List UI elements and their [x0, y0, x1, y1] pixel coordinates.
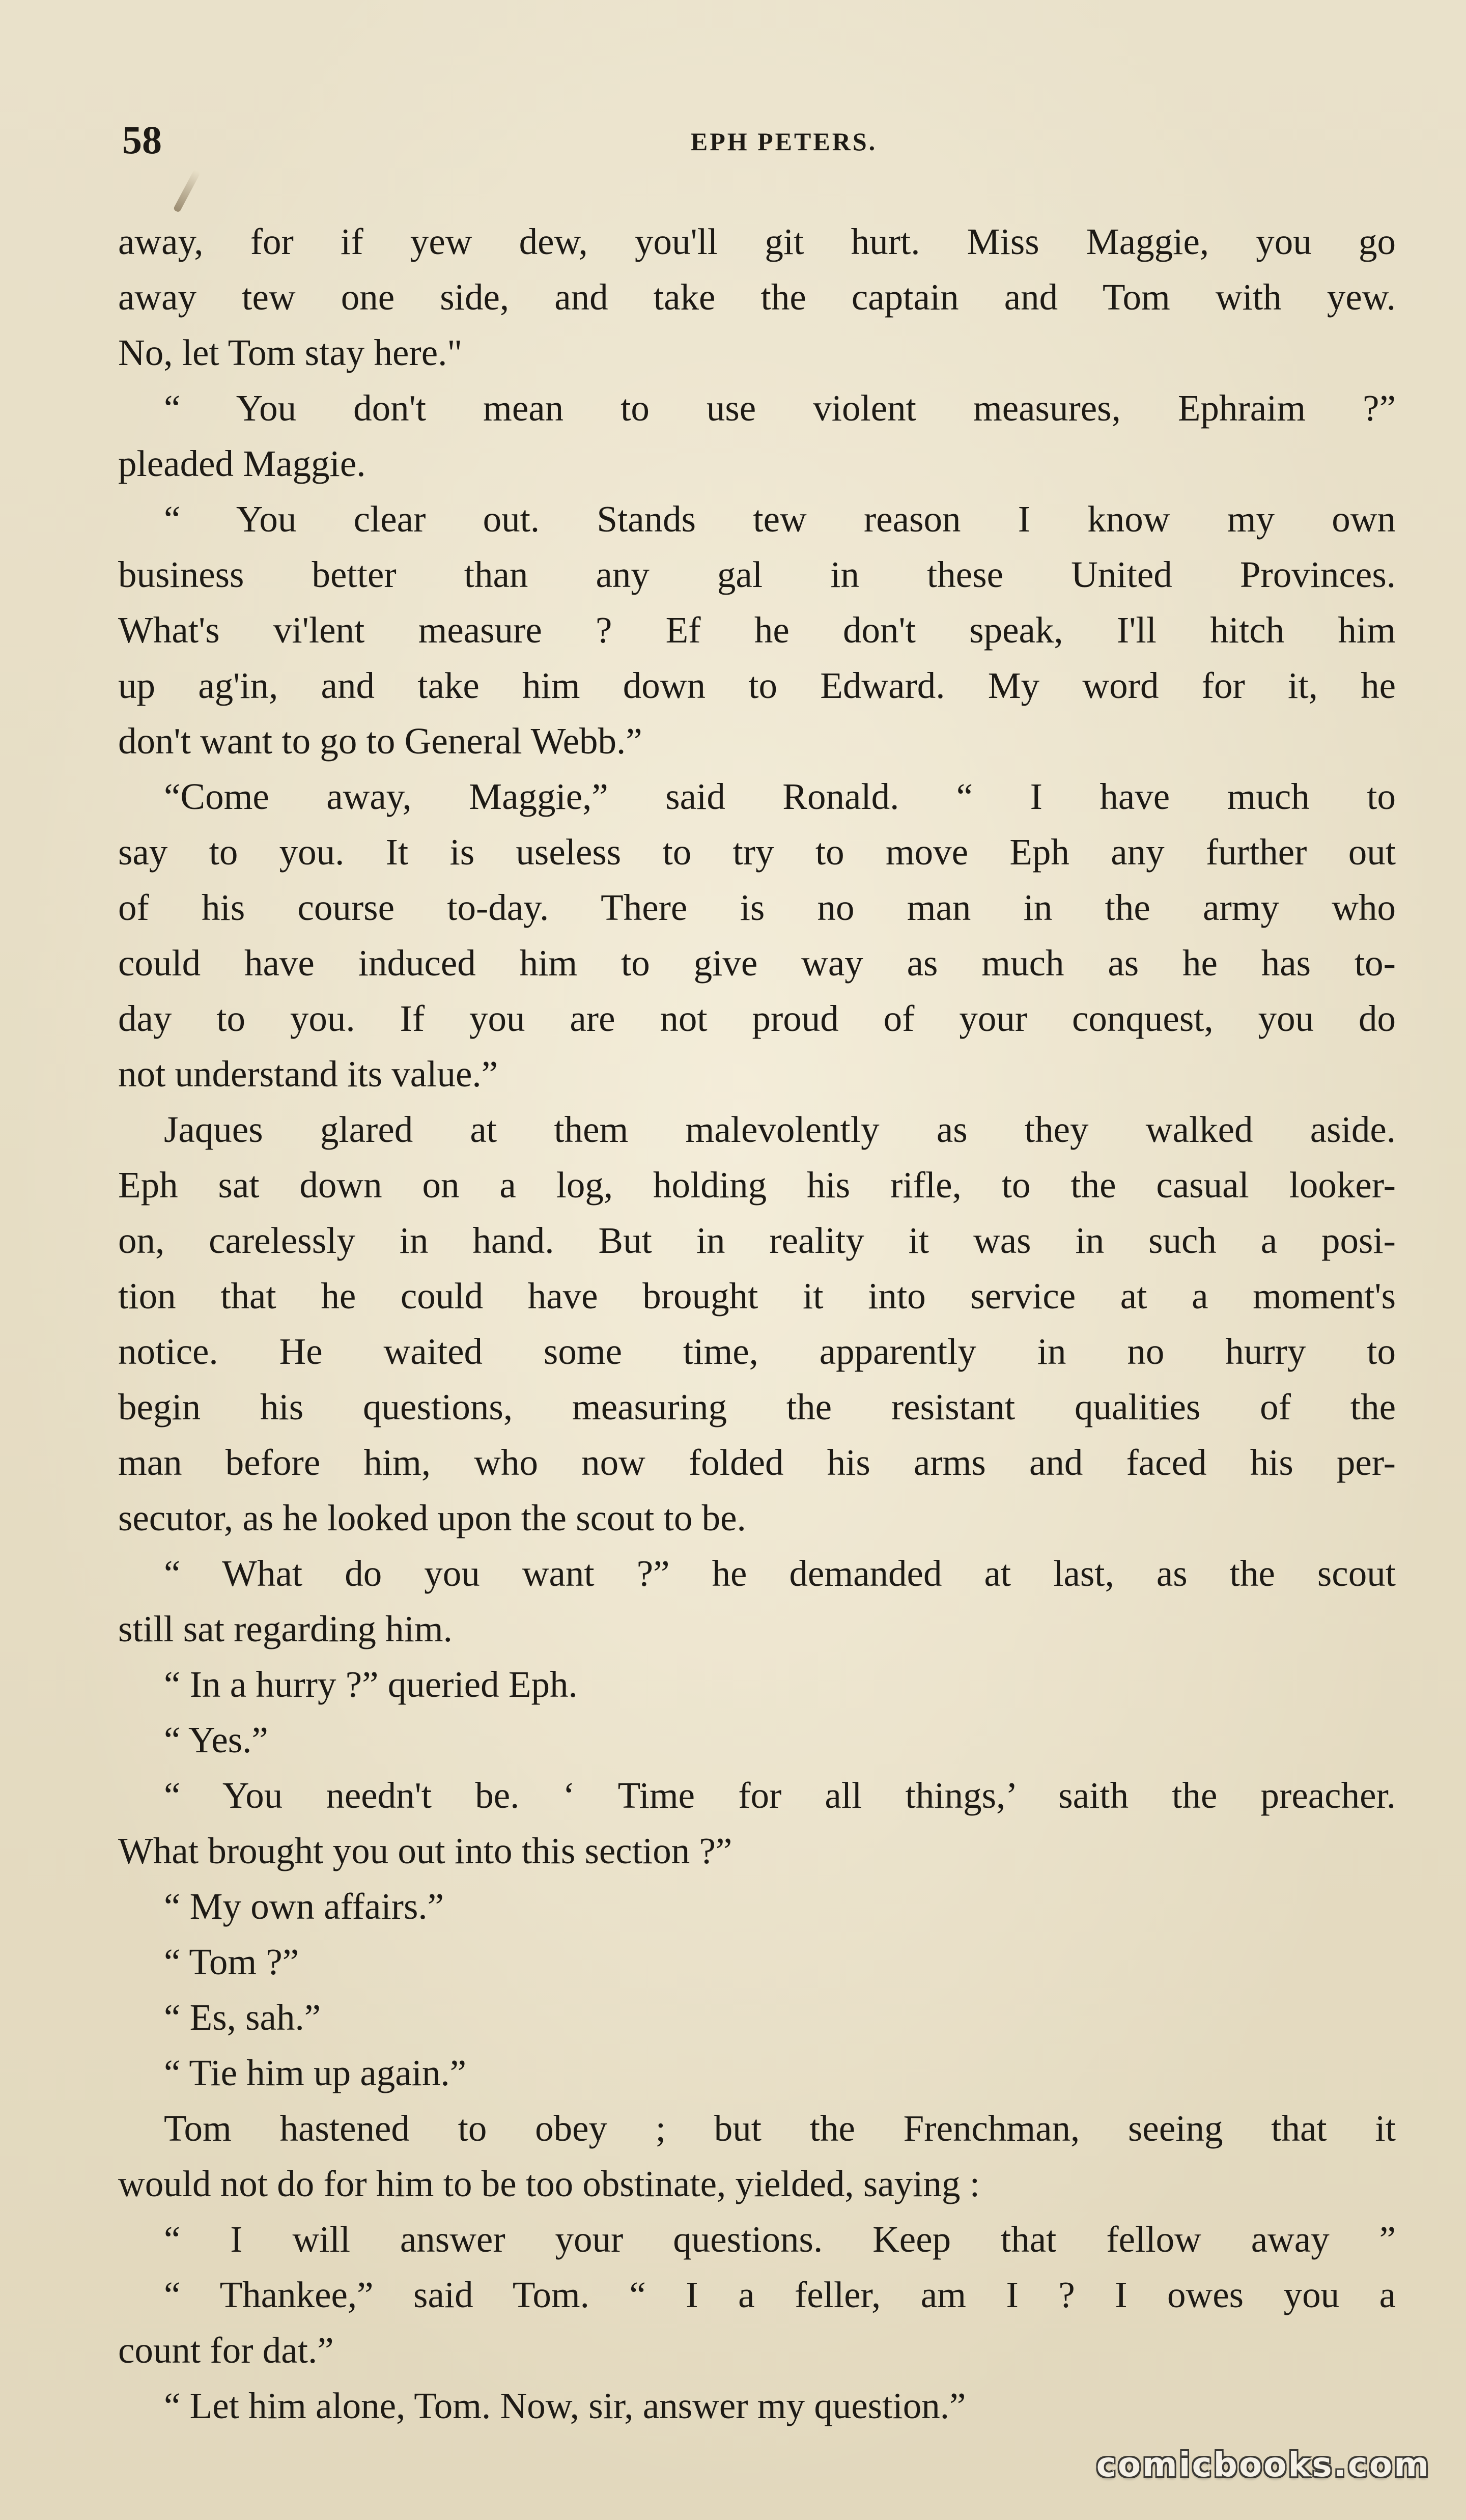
text-line: “ You clear out. Stands tew reason I know my own	[164, 498, 1396, 540]
text-line: could have induced him to give way as much as he has to-	[118, 942, 1396, 984]
text-line: business better than any gal in these United Provinces.	[118, 554, 1396, 595]
text-line: count for dat.”	[118, 2330, 334, 2371]
text-line: would not do for him to be too obstinate, yielded, saying :	[118, 2163, 980, 2204]
page-number: 58	[122, 118, 162, 162]
ink-mark	[173, 169, 201, 213]
text-line: begin his questions, measuring the resistant qualities of the	[118, 1386, 1396, 1427]
text-line: not understand its value.”	[118, 1053, 498, 1095]
text-line: “ What do you want ?” he demanded at last, as the scout	[164, 1553, 1396, 1594]
text-line: notice. He waited some time, apparently in no hurry to	[118, 1331, 1396, 1372]
text-line: “ In a hurry ?” queried Eph.	[164, 1664, 578, 1705]
text-line: day to you. If you are not proud of your conquest, you do	[118, 998, 1396, 1039]
text-line: “ Tie him up again.”	[164, 2052, 467, 2093]
text-line: What brought you out into this section ?”	[118, 1830, 732, 1871]
text-line: Tom hastened to obey ; but the Frenchman, seeing that it	[164, 2108, 1396, 2149]
text-line: of his course to-day. There is no man in the army who	[118, 887, 1396, 928]
text-line: What's vi'lent measure ? Ef he don't speak, I'll hitch him	[118, 609, 1396, 651]
text-line: away tew one side, and take the captain and Tom with yew.	[118, 276, 1396, 318]
text-line: “ Es, sah.”	[164, 1997, 321, 2038]
running-head: EPH PETERS.	[690, 127, 878, 156]
text-line: say to you. It is useless to try to move Eph any further out	[118, 831, 1396, 873]
text-line: away, for if yew dew, you'll git hurt. Miss Maggie, you go	[118, 221, 1396, 262]
text-line: Eph sat down on a log, holding his rifle, to the casual looker-	[118, 1164, 1396, 1206]
text-line: “ Thankee,” said Tom. “ I a feller, am I ? I owes you a	[164, 2274, 1396, 2315]
text-line: “ You needn't be. ‘ Time for all things,’ saith the preacher.	[164, 1775, 1396, 1816]
text-line: “ Let him alone, Tom. Now, sir, answer my question.”	[164, 2385, 966, 2426]
text-line: tion that he could have brought it into service at a moment's	[118, 1275, 1396, 1317]
text-line: “ My own affairs.”	[164, 1886, 444, 1927]
text-line: on, carelessly in hand. But in reality it was in such a posi-	[118, 1220, 1396, 1261]
text-line: “ You don't mean to use violent measures, Ephraim ?”	[164, 387, 1396, 429]
text-line: up ag'in, and take him down to Edward. My word for it, he	[118, 665, 1396, 706]
body-text	[118, 214, 1396, 2433]
page-header	[122, 117, 1405, 163]
text-line: “ Tom ?”	[164, 1941, 299, 1982]
text-line: man before him, who now folded his arms and faced his per-	[118, 1442, 1396, 1483]
text-line: pleaded Maggie.	[118, 443, 366, 484]
text-line: Jaques glared at them malevolently as they walked aside.	[164, 1109, 1396, 1150]
text-line: No, let Tom stay here."	[118, 332, 463, 373]
text-line: “ I will answer your questions. Keep that fellow away ”	[164, 2219, 1396, 2260]
text-line: don't want to go to General Webb.”	[118, 720, 642, 762]
watermark: comicbooks.com	[1096, 2445, 1430, 2484]
text-line: “ Yes.”	[164, 1719, 268, 1760]
text-line: “Come away, Maggie,” said Ronald. “ I have much to	[164, 776, 1396, 817]
text-line: still sat regarding him.	[118, 1608, 453, 1649]
text-line: secutor, as he looked upon the scout to be.	[118, 1497, 746, 1538]
